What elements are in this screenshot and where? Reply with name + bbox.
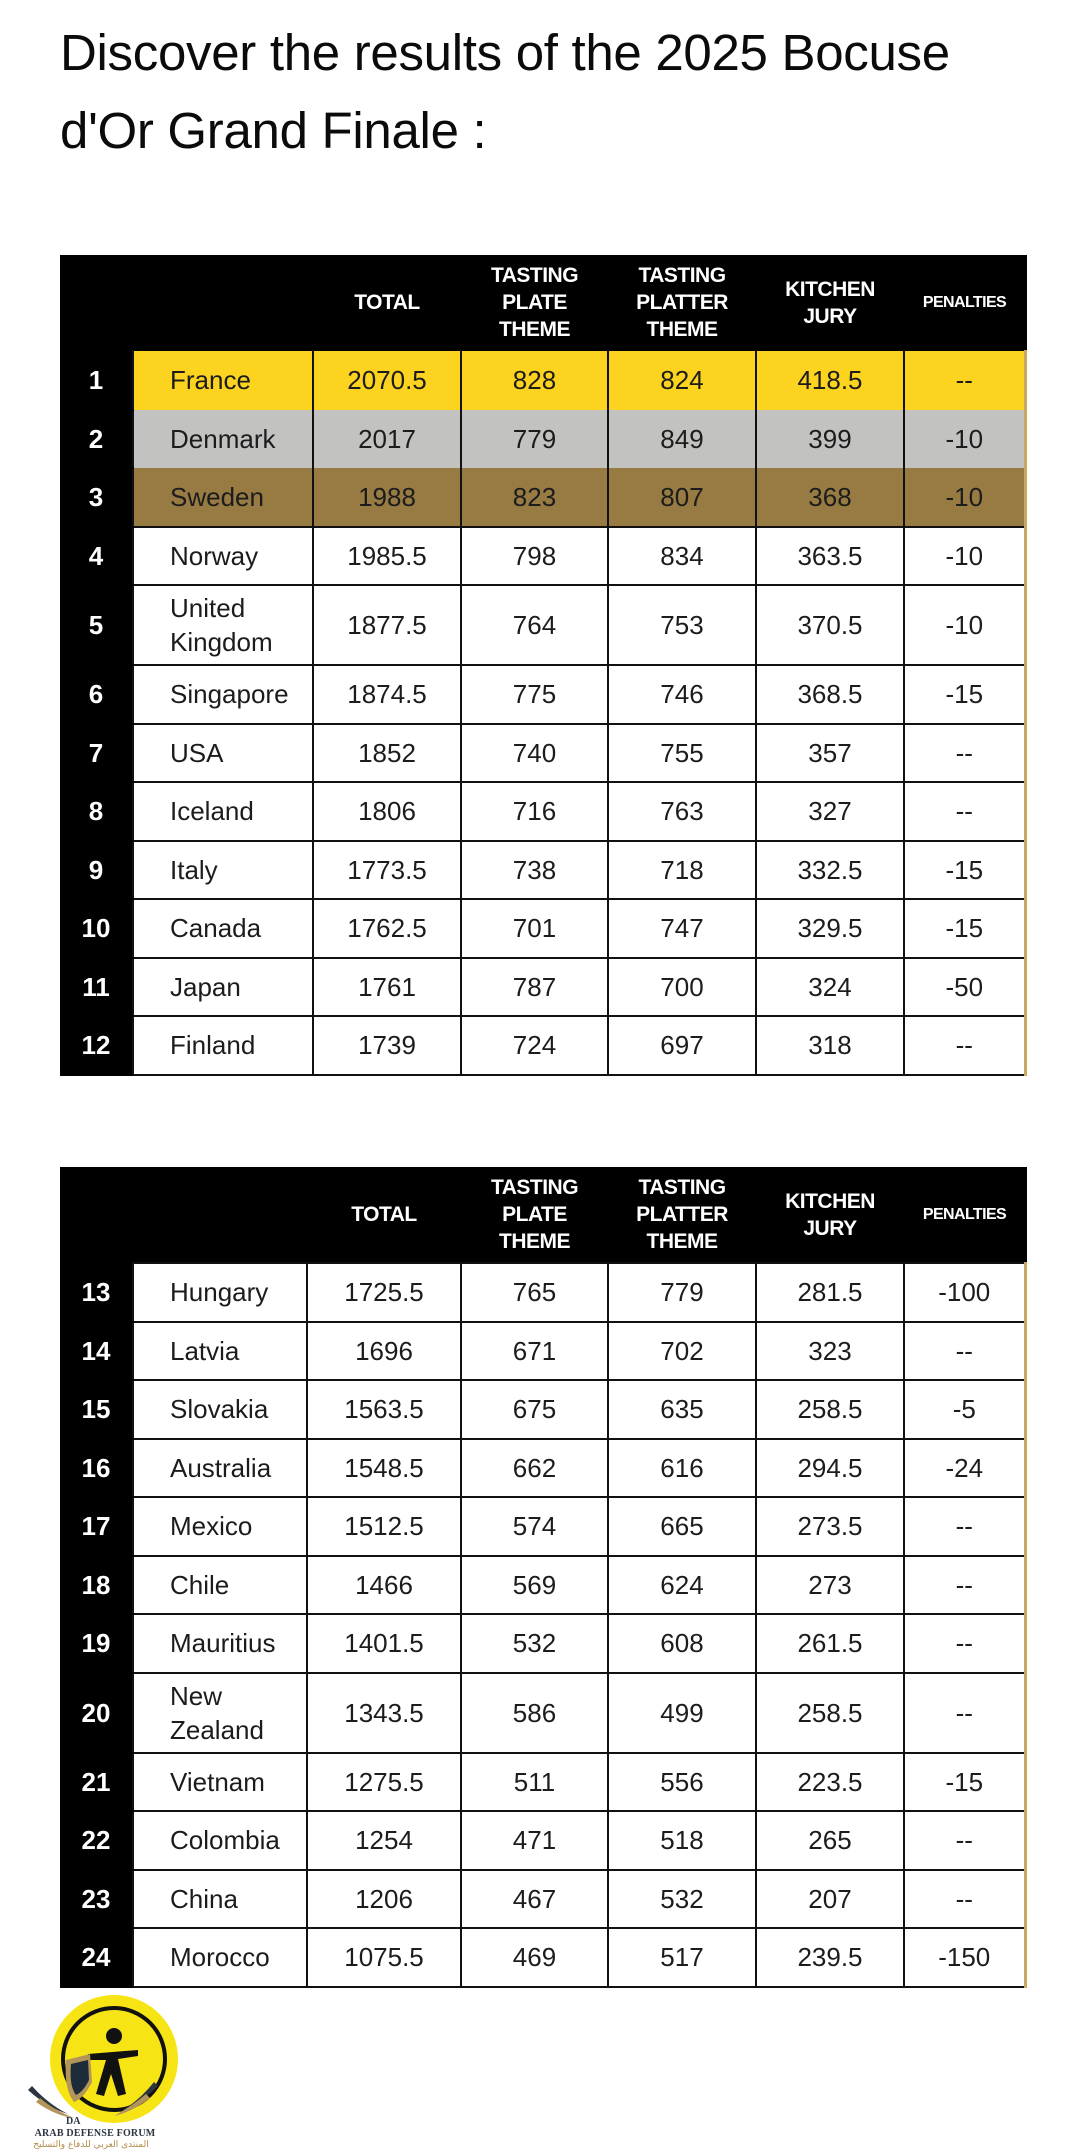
tasting-platter-score-cell: 718	[608, 841, 756, 900]
tasting-platter-score-cell: 556	[608, 1753, 756, 1812]
logo-monogram: DA	[66, 2116, 81, 2127]
header-tasting-plate-theme	[461, 1167, 608, 1263]
country-cell: China	[133, 1870, 307, 1929]
total-score-cell: 1985.5	[313, 527, 461, 586]
tasting-plate-score-cell: 823	[461, 468, 608, 527]
penalties-cell: --	[904, 1614, 1025, 1673]
penalties-cell: -15	[904, 665, 1025, 724]
rank-cell: 23	[60, 1870, 133, 1929]
tasting-plate-score-cell: 798	[461, 527, 608, 586]
table-row	[60, 1380, 1025, 1439]
tasting-plate-score-cell: 586	[461, 1673, 608, 1753]
country-cell: USA	[133, 724, 313, 783]
tasting-plate-score-cell: 738	[461, 841, 608, 900]
total-score-cell: 1343.5	[307, 1673, 461, 1753]
kitchen-jury-score-cell: 258.5	[756, 1673, 904, 1753]
logo-text-arabic: المنتدى العربي للدفاع والتسليح	[33, 2140, 149, 2150]
tasting-platter-score-cell: 518	[608, 1811, 756, 1870]
penalties-cell: -10	[904, 410, 1025, 469]
header-kitchen-jury	[756, 255, 904, 351]
country-name-line: New	[170, 1680, 223, 1711]
table-row	[60, 724, 1025, 783]
header-line: TASTING	[638, 264, 726, 287]
tasting-plate-score-cell: 569	[461, 1556, 608, 1615]
country-cell: Norway	[133, 527, 313, 586]
header-line: KITCHEN	[785, 1189, 875, 1213]
rank-cell: 22	[60, 1811, 133, 1870]
rank-cell: 21	[60, 1753, 133, 1812]
rank-cell: 9	[60, 841, 133, 900]
tasting-platter-score-cell: 624	[608, 1556, 756, 1615]
tasting-platter-score-cell: 616	[608, 1439, 756, 1498]
tasting-platter-score-cell: 697	[608, 1016, 756, 1075]
penalties-cell: -10	[904, 585, 1025, 665]
table-row	[60, 841, 1025, 900]
country-cell: Hungary	[133, 1263, 307, 1322]
tasting-plate-score-cell: 765	[461, 1263, 608, 1322]
rank-cell: 14	[60, 1322, 133, 1381]
total-score-cell: 1877.5	[313, 585, 461, 665]
header-line: THEME	[499, 318, 570, 341]
header-line: PLATE	[502, 1203, 567, 1226]
table-row	[60, 527, 1025, 586]
penalties-cell: --	[904, 782, 1025, 841]
total-score-cell: 1548.5	[307, 1439, 461, 1498]
country-name-line: Kingdom	[170, 627, 273, 657]
rank-cell: 7	[60, 724, 133, 783]
tasting-plate-score-cell: 779	[461, 410, 608, 469]
tasting-plate-score-cell: 764	[461, 585, 608, 665]
rank-cell: 3	[60, 468, 133, 527]
tasting-platter-score-cell: 702	[608, 1322, 756, 1381]
penalties-cell: -100	[904, 1263, 1025, 1322]
table-row	[60, 782, 1025, 841]
header-kitchen-jury	[756, 1167, 904, 1263]
rank-cell: 6	[60, 665, 133, 724]
header-penalties: PENALTIES	[922, 1206, 1007, 1223]
header-line: KITCHEN	[785, 277, 875, 301]
country-cell: Japan	[133, 958, 313, 1017]
country-cell: Iceland	[133, 782, 313, 841]
rank-cell: 13	[60, 1263, 133, 1322]
table-row	[60, 1439, 1025, 1498]
header-line: THEME	[499, 1230, 570, 1253]
total-score-cell: 1512.5	[307, 1497, 461, 1556]
country-name-line: Zealand	[170, 1714, 264, 1745]
tasting-plate-score-cell: 828	[461, 351, 608, 410]
tasting-plate-score-cell: 724	[461, 1016, 608, 1075]
penalties-cell: --	[904, 351, 1025, 410]
country-cell: Singapore	[133, 665, 313, 724]
rank-cell: 1	[60, 351, 133, 410]
header-line: PLATE	[502, 291, 567, 314]
accessibility-person-icon	[8, 1990, 178, 2130]
tasting-platter-score-cell: 753	[608, 585, 756, 665]
tasting-platter-score-cell: 834	[608, 527, 756, 586]
kitchen-jury-score-cell: 323	[756, 1322, 904, 1381]
country-cell: Latvia	[133, 1322, 307, 1381]
tasting-platter-score-cell: 807	[608, 468, 756, 527]
total-score-cell: 1739	[313, 1016, 461, 1075]
table-row	[60, 1263, 1025, 1322]
results-table-ranks-13-24	[60, 1167, 1027, 1988]
penalties-cell: --	[904, 724, 1025, 783]
penalties-cell: -150	[904, 1928, 1025, 1987]
penalties-cell: -24	[904, 1439, 1025, 1498]
country-name-line: United	[170, 593, 246, 623]
tasting-platter-score-cell: 779	[608, 1263, 756, 1322]
tasting-platter-score-cell: 755	[608, 724, 756, 783]
penalties-cell: --	[904, 1322, 1025, 1381]
kitchen-jury-score-cell: 368	[756, 468, 904, 527]
total-score-cell: 1075.5	[307, 1928, 461, 1987]
country-cell: Finland	[133, 1016, 313, 1075]
kitchen-jury-score-cell: 418.5	[756, 351, 904, 410]
table-row	[60, 351, 1025, 410]
penalties-cell: -15	[904, 899, 1025, 958]
logo-text-english: ARAB DEFENSE FORUM	[34, 2128, 156, 2139]
kitchen-jury-score-cell: 223.5	[756, 1753, 904, 1812]
header-line: THEME	[646, 318, 718, 341]
penalties-cell: -15	[904, 1753, 1025, 1812]
kitchen-jury-score-cell: 265	[756, 1811, 904, 1870]
table-row	[60, 1497, 1025, 1556]
total-score-cell: 1874.5	[313, 665, 461, 724]
kitchen-jury-score-cell: 294.5	[756, 1439, 904, 1498]
kitchen-jury-score-cell: 239.5	[756, 1928, 904, 1987]
header-country	[133, 1167, 307, 1263]
table-row	[60, 585, 1025, 665]
tasting-platter-score-cell: 665	[608, 1497, 756, 1556]
penalties-cell: -10	[904, 527, 1025, 586]
table-row	[60, 410, 1025, 469]
kitchen-jury-score-cell: 329.5	[756, 899, 904, 958]
tasting-plate-score-cell: 467	[461, 1870, 608, 1929]
penalties-cell: -15	[904, 841, 1025, 900]
tasting-plate-score-cell: 740	[461, 724, 608, 783]
table-row	[60, 665, 1025, 724]
kitchen-jury-score-cell: 281.5	[756, 1263, 904, 1322]
kitchen-jury-score-cell: 368.5	[756, 665, 904, 724]
header-country	[133, 255, 313, 351]
table-row	[60, 468, 1025, 527]
page-headline: Discover the results of the 2025 Bocuse d'Or Grand Finale :	[60, 24, 950, 159]
kitchen-jury-score-cell: 324	[756, 958, 904, 1017]
country-cell: Mexico	[133, 1497, 307, 1556]
table-row	[60, 1811, 1025, 1870]
rank-cell: 8	[60, 782, 133, 841]
tasting-platter-score-cell: 824	[608, 351, 756, 410]
total-score-cell: 1988	[313, 468, 461, 527]
rank-cell: 11	[60, 958, 133, 1017]
header-line: TASTING	[638, 1176, 726, 1199]
table-body	[60, 1263, 1025, 1987]
total-score-cell: 1206	[307, 1870, 461, 1929]
tasting-plate-score-cell: 574	[461, 1497, 608, 1556]
rank-cell: 19	[60, 1614, 133, 1673]
rank-cell: 4	[60, 527, 133, 586]
total-score-cell: 1773.5	[313, 841, 461, 900]
tasting-platter-score-cell: 763	[608, 782, 756, 841]
country-cell: France	[133, 351, 313, 410]
kitchen-jury-score-cell: 318	[756, 1016, 904, 1075]
tasting-platter-score-cell: 747	[608, 899, 756, 958]
tasting-platter-score-cell: 532	[608, 1870, 756, 1929]
table-header-row	[60, 255, 1025, 351]
total-score-cell: 1275.5	[307, 1753, 461, 1812]
header-total: TOTAL	[354, 291, 420, 314]
penalties-cell: --	[904, 1556, 1025, 1615]
header-line: JURY	[803, 304, 857, 328]
tasting-platter-score-cell: 849	[608, 410, 756, 469]
header-line: THEME	[646, 1230, 718, 1253]
tasting-platter-score-cell: 499	[608, 1673, 756, 1753]
kitchen-jury-score-cell: 399	[756, 410, 904, 469]
total-score-cell: 1401.5	[307, 1614, 461, 1673]
country-cell: Australia	[133, 1439, 307, 1498]
penalties-cell: -5	[904, 1380, 1025, 1439]
total-score-cell: 1852	[313, 724, 461, 783]
tasting-plate-score-cell: 716	[461, 782, 608, 841]
table-row	[60, 899, 1025, 958]
tasting-platter-score-cell: 608	[608, 1614, 756, 1673]
table-row	[60, 958, 1025, 1017]
header-tasting-plate-theme	[461, 255, 608, 351]
country-cell: Canada	[133, 899, 313, 958]
rank-cell: 16	[60, 1439, 133, 1498]
total-score-cell: 1254	[307, 1811, 461, 1870]
tasting-plate-score-cell: 511	[461, 1753, 608, 1812]
tasting-plate-score-cell: 671	[461, 1322, 608, 1381]
kitchen-jury-score-cell: 327	[756, 782, 904, 841]
header-line: PLATTER	[636, 291, 728, 314]
tasting-platter-score-cell: 700	[608, 958, 756, 1017]
kitchen-jury-score-cell: 332.5	[756, 841, 904, 900]
table-row	[60, 1016, 1025, 1075]
tasting-platter-score-cell: 635	[608, 1380, 756, 1439]
rank-cell: 12	[60, 1016, 133, 1075]
table-row	[60, 1870, 1025, 1929]
penalties-cell: -10	[904, 468, 1025, 527]
kitchen-jury-score-cell: 357	[756, 724, 904, 783]
header-line: TASTING	[490, 1176, 579, 1199]
tasting-plate-score-cell: 469	[461, 1928, 608, 1987]
kitchen-jury-score-cell: 207	[756, 1870, 904, 1929]
penalties-cell: -50	[904, 958, 1025, 1017]
total-score-cell: 1762.5	[313, 899, 461, 958]
header-rank	[60, 255, 133, 351]
kitchen-jury-score-cell: 363.5	[756, 527, 904, 586]
kitchen-jury-score-cell: 273	[756, 1556, 904, 1615]
total-score-cell: 1466	[307, 1556, 461, 1615]
country-cell: Morocco	[133, 1928, 307, 1987]
country-cell: Mauritius	[133, 1614, 307, 1673]
tasting-plate-score-cell: 532	[461, 1614, 608, 1673]
tasting-platter-score-cell: 517	[608, 1928, 756, 1987]
total-score-cell: 1806	[313, 782, 461, 841]
kitchen-jury-score-cell: 258.5	[756, 1380, 904, 1439]
country-cell: Vietnam	[133, 1753, 307, 1812]
header-rank	[60, 1167, 133, 1263]
country-cell: Slovakia	[133, 1380, 307, 1439]
kitchen-jury-score-cell: 370.5	[756, 585, 904, 665]
tasting-platter-score-cell: 746	[608, 665, 756, 724]
country-cell: Chile	[133, 1556, 307, 1615]
country-cell	[133, 1673, 307, 1753]
rank-cell: 2	[60, 410, 133, 469]
tasting-plate-score-cell: 787	[461, 958, 608, 1017]
kitchen-jury-score-cell: 273.5	[756, 1497, 904, 1556]
rank-cell: 5	[60, 585, 133, 665]
penalties-cell: --	[904, 1870, 1025, 1929]
penalties-cell: --	[904, 1497, 1025, 1556]
country-cell: Denmark	[133, 410, 313, 469]
rank-cell: 18	[60, 1556, 133, 1615]
header-tasting-platter-theme	[608, 255, 756, 351]
table-row	[60, 1673, 1025, 1753]
country-cell: Colombia	[133, 1811, 307, 1870]
kitchen-jury-score-cell: 261.5	[756, 1614, 904, 1673]
table-body	[60, 351, 1025, 1075]
country-cell	[133, 585, 313, 665]
total-score-cell: 2070.5	[313, 351, 461, 410]
header-line: JURY	[803, 1216, 857, 1240]
rank-cell: 15	[60, 1380, 133, 1439]
penalties-cell: --	[904, 1673, 1025, 1753]
table-row	[60, 1928, 1025, 1987]
header-total: TOTAL	[351, 1203, 417, 1226]
penalties-cell: --	[904, 1016, 1025, 1075]
results-table-ranks-1-12	[60, 255, 1027, 1076]
table-row	[60, 1556, 1025, 1615]
header-line: PLATTER	[636, 1203, 728, 1226]
total-score-cell: 1563.5	[307, 1380, 461, 1439]
rank-cell: 24	[60, 1928, 133, 1987]
table-header-row	[60, 1167, 1025, 1263]
table-row	[60, 1322, 1025, 1381]
tasting-plate-score-cell: 775	[461, 665, 608, 724]
total-score-cell: 1696	[307, 1322, 461, 1381]
tasting-plate-score-cell: 675	[461, 1380, 608, 1439]
tasting-plate-score-cell: 471	[461, 1811, 608, 1870]
table-row	[60, 1614, 1025, 1673]
penalties-cell: --	[904, 1811, 1025, 1870]
table-row	[60, 1753, 1025, 1812]
rank-cell: 10	[60, 899, 133, 958]
tasting-plate-score-cell: 662	[461, 1439, 608, 1498]
total-score-cell: 1725.5	[307, 1263, 461, 1322]
tasting-plate-score-cell: 701	[461, 899, 608, 958]
country-cell: Sweden	[133, 468, 313, 527]
total-score-cell: 1761	[313, 958, 461, 1017]
country-cell: Italy	[133, 841, 313, 900]
header-tasting-platter-theme	[608, 1167, 756, 1263]
rank-cell: 17	[60, 1497, 133, 1556]
rank-cell: 20	[60, 1673, 133, 1753]
header-line: TASTING	[490, 264, 579, 287]
total-score-cell: 2017	[313, 410, 461, 469]
arab-defense-forum-watermark	[8, 1990, 178, 2150]
header-penalties: PENALTIES	[922, 294, 1007, 311]
